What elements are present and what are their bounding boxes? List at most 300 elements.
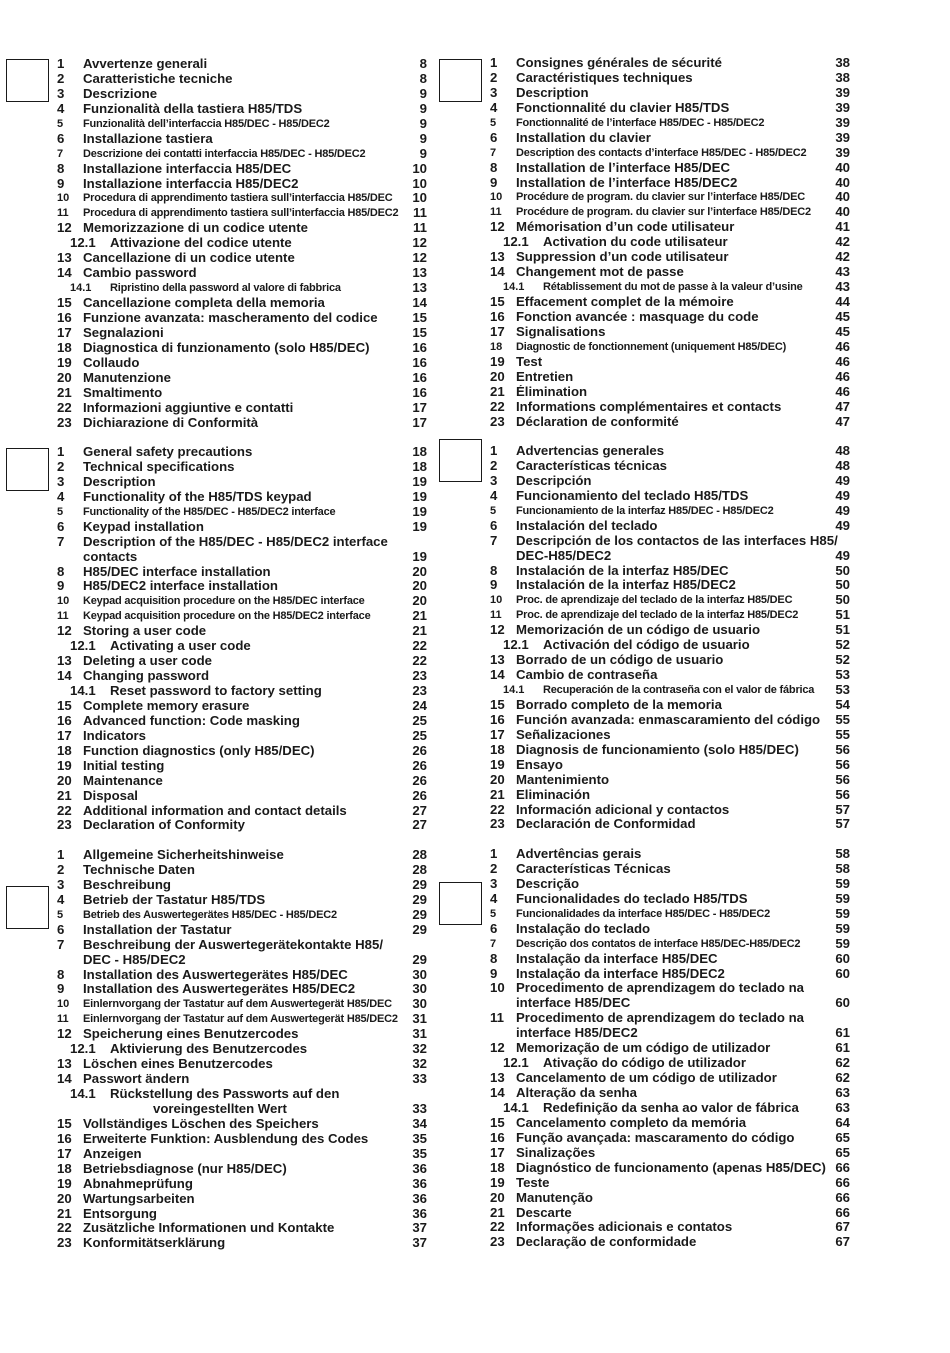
toc-entry-page: 49 xyxy=(826,504,850,519)
toc-entry xyxy=(490,578,850,593)
toc-entry-title: Segnalazioni xyxy=(83,325,164,340)
toc-entry-page: 30 xyxy=(403,997,427,1012)
toc-entry-number: 9 xyxy=(490,577,498,593)
toc-entry-page: 65 xyxy=(826,1146,850,1161)
toc-entry xyxy=(57,982,427,997)
toc-entry-page: 29 xyxy=(403,908,427,923)
toc-entry-page: 66 xyxy=(826,1191,850,1206)
toc-entry xyxy=(57,1132,427,1147)
toc-entry xyxy=(490,892,850,907)
toc-entry-title: Instalação do teclado xyxy=(516,921,651,936)
toc-entry-number: 6 xyxy=(490,517,498,533)
toc-entry xyxy=(490,1220,850,1235)
toc-entry xyxy=(57,460,427,475)
toc-entry-page: 26 xyxy=(403,789,427,804)
toc-entry-page: 55 xyxy=(826,713,850,728)
toc-entry-title: Função avançada: mascaramento do código xyxy=(516,1130,795,1145)
toc-entry-title: Descrição dos contatos de interface H85/DEC-H85/DEC2 xyxy=(516,937,801,950)
toc-entry-title: Mantenimiento xyxy=(516,772,610,787)
toc-entry-page: 66 xyxy=(826,1176,850,1191)
toc-entry-number: 22 xyxy=(57,399,72,415)
toc-entry-number: 22 xyxy=(57,1220,72,1236)
toc-entry xyxy=(57,386,427,401)
toc-entry-title: Rückstellung des Passworts auf den xyxy=(110,1087,340,1101)
toc-entry-number: 6 xyxy=(57,518,65,534)
toc-entry-title: Procedimento de aprendizagem do teclado na xyxy=(516,981,804,996)
toc-entry-number: 19 xyxy=(490,353,505,369)
toc-entry-page: 19 xyxy=(403,475,427,490)
toc-entry-page: 56 xyxy=(826,743,850,758)
toc-entry-number: 4 xyxy=(490,890,498,906)
toc-entry-page: 66 xyxy=(826,1161,850,1176)
toc-entry-page: 20 xyxy=(403,565,427,580)
toc-entry-title: Ensayo xyxy=(516,757,563,772)
toc-entry-page: 31 xyxy=(403,1012,427,1027)
toc-entry-title: Aktivierung des Benutzercodes xyxy=(110,1042,308,1057)
toc-entry-number: 20 xyxy=(490,771,505,787)
toc-entry-title: Alteração da senha xyxy=(516,1086,637,1100)
toc-entry-title: contacts xyxy=(83,549,138,564)
toc-entry xyxy=(490,847,850,862)
toc-entry xyxy=(57,206,427,221)
toc-entry-page: 27 xyxy=(403,818,427,833)
toc-entry-title: Funzionalità della tastiera H85/TDS xyxy=(83,101,303,116)
toc-entry xyxy=(57,535,427,550)
toc-entry-page: 32 xyxy=(403,1057,427,1072)
toc-entry-title: Signalisations xyxy=(516,324,606,339)
toc-entry-title: Déclaration de conformité xyxy=(516,414,679,429)
toc-entry-page: 39 xyxy=(826,131,850,146)
toc-entry xyxy=(490,1041,850,1056)
toc-entry-title: Fonctionnalité de l’interface H85/DEC - H85/DEC2 xyxy=(516,116,765,129)
toc-entry-number: 3 xyxy=(57,473,65,489)
toc-entry-page: 58 xyxy=(826,862,850,877)
toc-entry xyxy=(57,281,427,296)
toc-entry xyxy=(490,265,850,280)
toc-entry-title: Informações adicionais e contatos xyxy=(516,1220,733,1235)
toc-entry-title: Installazione interfaccia H85/DEC2 xyxy=(83,176,299,191)
toc-entry-title: Instalação da interface H85/DEC xyxy=(516,951,718,966)
toc-entry-title: Cancelamento de um código de utilizador xyxy=(516,1071,777,1086)
toc-entry-page: 10 xyxy=(403,191,427,206)
toc-entry-number: 12 xyxy=(490,622,505,638)
toc-entry-page: 46 xyxy=(826,340,850,355)
toc-entry-number: 13 xyxy=(57,250,72,266)
toc-entry-number: 5 xyxy=(490,504,497,517)
toc-entry xyxy=(490,385,850,400)
toc-entry-number: 5 xyxy=(57,908,64,921)
toc-entry-title: Passwort ändern xyxy=(83,1072,190,1087)
toc-entry xyxy=(490,131,850,146)
toc-entry-title: Einlernvorgang der Tastatur auf dem Auswertegerät H85/DEC2 xyxy=(83,1013,398,1026)
toc-entry xyxy=(57,1117,427,1132)
toc-entry-page: 61 xyxy=(826,1026,850,1041)
toc-entry-page: 48 xyxy=(826,444,850,459)
toc-entry-number: 10 xyxy=(57,998,70,1011)
toc-entry-number: 11 xyxy=(57,207,69,220)
toc-entry-number: 4 xyxy=(57,891,65,907)
toc-entry-number: 18 xyxy=(490,340,503,353)
toc-entry xyxy=(57,251,427,266)
toc-entry-page: 21 xyxy=(403,609,427,624)
toc-entry-page: 32 xyxy=(403,1042,427,1057)
toc-entry-page: 19 xyxy=(403,520,427,535)
toc-entry-title: Descripción de los contactos de las interfaces H85/ xyxy=(516,533,838,548)
toc-entry xyxy=(490,280,850,295)
toc-entry xyxy=(57,744,427,759)
toc-entry-page: 50 xyxy=(826,564,850,579)
toc-entry xyxy=(57,162,427,177)
toc-entry-number: 22 xyxy=(57,802,72,818)
toc-entry-number: 14 xyxy=(57,1071,72,1087)
toc-entry-title: Abnahmeprüfung xyxy=(83,1176,193,1191)
toc-entry-page: 41 xyxy=(826,220,850,235)
toc-entry xyxy=(490,205,850,220)
toc-entry-title: Manutenzione xyxy=(83,370,171,385)
toc-entry-page: 22 xyxy=(403,639,427,654)
toc-entry-page: 55 xyxy=(826,728,850,743)
toc-entry-number: 20 xyxy=(57,1190,72,1206)
toc-entry-page: 23 xyxy=(403,684,427,699)
toc-entry xyxy=(57,371,427,386)
toc-entry-title: Dichiarazione di Conformità xyxy=(83,415,259,430)
toc-entry-number: 17 xyxy=(490,323,505,339)
toc-entry xyxy=(490,1161,850,1176)
toc-entry-title: Borrado completo de la memoria xyxy=(516,697,722,712)
toc-entry-page: 9 xyxy=(403,102,427,117)
toc-entry xyxy=(57,1236,427,1251)
toc-entry-title: Löschen eines Benutzercodes xyxy=(83,1057,273,1072)
toc-entry-title: Betrieb des Auswertegerätes H85/DEC - H85/DEC2 xyxy=(83,908,337,921)
toc-entry-title: Diagnosis de funcionamiento (solo H85/DEC) xyxy=(516,742,799,757)
toc-entry xyxy=(57,326,427,341)
toc-entry-number: 4 xyxy=(490,99,498,115)
toc-entry xyxy=(490,400,850,415)
toc-entry-title: Einlernvorgang der Tastatur auf dem Auswertegerät H85/DEC xyxy=(83,998,392,1011)
toc-entry-page: 25 xyxy=(403,729,427,744)
toc-entry-number: 5 xyxy=(57,505,64,518)
toc-entry-page: 57 xyxy=(826,817,850,832)
toc-entry xyxy=(57,699,427,714)
toc-entry xyxy=(490,638,850,653)
toc-entry xyxy=(57,878,427,893)
toc-entry-title: H85/DEC interface installation xyxy=(83,564,271,579)
toc-entry xyxy=(57,1147,427,1162)
toc-entry-number: 15 xyxy=(57,697,72,713)
toc-entry xyxy=(490,355,850,370)
toc-entry-title: Installation der Tastatur xyxy=(83,922,232,937)
toc-entry-title: Advertências gerais xyxy=(516,847,642,861)
toc-entry xyxy=(490,1026,850,1041)
toc-entry xyxy=(57,624,427,639)
toc-entry-title: Declaração de conformidade xyxy=(516,1235,697,1250)
toc-entry-number: 16 xyxy=(490,308,505,324)
toc-entry-title: Proc. de aprendizaje del teclado de la interfaz H85/DEC2 xyxy=(516,609,799,622)
toc-entry-title: Cancellazione completa della memoria xyxy=(83,296,325,310)
toc-entry-title: Activating a user code xyxy=(110,639,251,654)
toc-entry xyxy=(490,176,850,191)
toc-entry-number: 13 xyxy=(490,249,505,265)
toc-entry-number: 13 xyxy=(490,652,505,668)
toc-entry-title: interface H85/DEC xyxy=(516,996,631,1011)
toc-entry-page: 42 xyxy=(826,235,850,250)
toc-entry-page: 45 xyxy=(826,325,850,340)
toc-entry-title: Descrição xyxy=(516,876,580,891)
toc-entry xyxy=(490,549,850,564)
toc-entry-title: H85/DEC2 interface installation xyxy=(83,579,278,594)
toc-entry xyxy=(490,564,850,579)
toc-entry-title: Avvertenze generali xyxy=(83,57,208,71)
toc-italian xyxy=(57,57,427,430)
toc-entry xyxy=(57,848,427,863)
toc-entry-number: 22 xyxy=(490,801,505,817)
toc-entry-number: 23 xyxy=(57,817,72,833)
toc-entry-page: 66 xyxy=(826,1206,850,1221)
toc-entry-title: Ativação do código de utilizador xyxy=(543,1056,746,1071)
toc-entry-title: Deleting a user code xyxy=(83,654,212,669)
toc-entry-page: 49 xyxy=(826,474,850,489)
toc-entry-page: 35 xyxy=(403,1147,427,1162)
toc-entry-page: 12 xyxy=(403,251,427,266)
toc-entry xyxy=(490,459,850,474)
toc-entry-page: 42 xyxy=(826,250,850,265)
toc-entry-title: Additional information and contact details xyxy=(83,803,347,818)
toc-entry xyxy=(490,295,850,310)
toc-entry-page: 8 xyxy=(403,72,427,87)
toc-entry-page: 64 xyxy=(826,1116,850,1131)
toc-entry-page: 13 xyxy=(403,266,427,281)
toc-entry-title: Entretien xyxy=(516,369,574,384)
toc-entry-title: Fonctionnalité du clavier H85/TDS xyxy=(516,100,730,115)
toc-entry-title: Allgemeine Sicherheitshinweise xyxy=(83,848,284,862)
toc-entry-page: 20 xyxy=(403,594,427,609)
toc-entry-page: 38 xyxy=(826,71,850,86)
toc-entry-page: 8 xyxy=(403,57,427,72)
toc-entry-title: Descrizione dei contatti interfaccia H85/DEC - H85/DEC2 xyxy=(83,147,366,160)
toc-entry-number: 12 xyxy=(490,1040,505,1056)
toc-entry-number: 16 xyxy=(57,1130,72,1146)
toc-entry-number: 6 xyxy=(490,920,498,936)
toc-entry-title: Description xyxy=(83,474,156,489)
toc-entry-page: 52 xyxy=(826,653,850,668)
toc-entry xyxy=(490,56,850,71)
toc-entry-title: Betrieb der Tastatur H85/TDS xyxy=(83,892,266,907)
toc-entry-page: 17 xyxy=(403,401,427,416)
toc-entry-title: Wartungsarbeiten xyxy=(83,1191,195,1206)
toc-entry-number: 20 xyxy=(57,369,72,385)
toc-entry-title: Beschreibung xyxy=(83,877,171,892)
toc-entry-number: 1 xyxy=(490,55,498,70)
toc-entry xyxy=(57,1012,427,1027)
toc-entry xyxy=(490,653,850,668)
toc-entry-number: 7 xyxy=(490,532,498,548)
toc-entry-number: 12 xyxy=(57,1026,72,1042)
toc-entry xyxy=(490,415,850,430)
toc-entry-title: Descarte xyxy=(516,1205,572,1220)
toc-entry-title: Informations complémentaires et contacts xyxy=(516,399,782,414)
toc-entry-page: 18 xyxy=(403,460,427,475)
toc-entry-number: 11 xyxy=(57,610,69,623)
toc-entry xyxy=(57,997,427,1012)
toc-entry xyxy=(490,698,850,713)
toc-entry xyxy=(490,474,850,489)
toc-entry-title: Smaltimento xyxy=(83,385,163,400)
toc-entry-number: 13 xyxy=(490,1070,505,1086)
toc-entry-title: Procédure de program. du clavier sur l’interface H85/DEC xyxy=(516,191,805,204)
toc-entry-title: Procedura di apprendimento tastiera sull’interfaccia H85/DEC xyxy=(83,192,393,205)
toc-entry-number: 9 xyxy=(57,578,65,594)
flag-box-italian xyxy=(6,59,49,102)
toc-entry xyxy=(57,475,427,490)
toc-entry-page: 19 xyxy=(403,490,427,505)
toc-entry xyxy=(490,190,850,205)
toc-entry-page: 40 xyxy=(826,190,850,205)
toc-entry-title: Informazioni aggiuntive e contatti xyxy=(83,400,294,415)
toc-entry-number: 21 xyxy=(57,384,72,400)
toc-entry-number: 15 xyxy=(490,294,505,309)
toc-entry xyxy=(57,863,427,878)
toc-entry-title: Technische Daten xyxy=(83,862,195,877)
toc-entry xyxy=(57,1027,427,1042)
toc-entry-number: 8 xyxy=(490,562,498,578)
toc-entry xyxy=(57,893,427,908)
toc-entry xyxy=(490,116,850,131)
toc-entry-title: Memorização de um código de utilizador xyxy=(516,1041,771,1056)
toc-entry-number: 14.1 xyxy=(503,1099,529,1115)
toc-entry-title: DEC-H85/DEC2 xyxy=(516,548,612,563)
toc-entry-title: Diagnóstico de funcionamento (apenas H85/DEC) xyxy=(516,1160,826,1175)
toc-entry-number: 13 xyxy=(57,653,72,669)
toc-entry xyxy=(490,593,850,608)
toc-entry xyxy=(57,729,427,744)
toc-entry-page: 12 xyxy=(403,236,427,251)
flag-box-german xyxy=(6,886,49,929)
toc-entry xyxy=(490,504,850,519)
toc-entry-number: 23 xyxy=(490,816,505,832)
toc-entry-page: 61 xyxy=(826,1041,850,1056)
toc-entry xyxy=(57,774,427,789)
toc-french xyxy=(490,56,850,429)
toc-entry-number: 12 xyxy=(57,623,72,639)
toc-entry-number: 3 xyxy=(490,875,498,891)
toc-entry-title: Cambio password xyxy=(83,266,197,281)
toc-entry-number: 14 xyxy=(57,668,72,684)
toc-entry-title: Keypad acquisition procedure on the H85/DEC interface xyxy=(83,595,365,608)
toc-entry-title: Instalación de la interfaz H85/DEC2 xyxy=(516,578,736,593)
toc-entry-page: 59 xyxy=(826,892,850,907)
toc-entry-title: Élimination xyxy=(516,384,588,399)
toc-entry-number: 19 xyxy=(57,757,72,773)
toc-entry-page: 9 xyxy=(403,87,427,102)
toc-entry xyxy=(490,310,850,325)
toc-entry xyxy=(490,235,850,250)
toc-entry xyxy=(57,565,427,580)
toc-entry-page: 11 xyxy=(403,221,427,236)
toc-entry-number: 22 xyxy=(490,1219,505,1235)
toc-entry xyxy=(490,340,850,355)
toc-entry xyxy=(57,923,427,938)
toc-entry xyxy=(57,1072,427,1087)
toc-entry xyxy=(57,356,427,371)
toc-entry-title: Caractéristiques techniques xyxy=(516,70,693,85)
toc-entry-number: 23 xyxy=(57,414,72,430)
flag-box-portuguese xyxy=(439,882,482,925)
toc-entry xyxy=(57,505,427,520)
toc-entry xyxy=(490,86,850,101)
toc-entry-title: Manutenção xyxy=(516,1190,593,1205)
toc-entry-number: 8 xyxy=(57,966,65,982)
toc-entry-page: 40 xyxy=(826,176,850,191)
toc-entry-number: 15 xyxy=(57,1115,72,1131)
toc-entry-page: 14 xyxy=(403,296,427,311)
toc-entry-page: 37 xyxy=(403,1221,427,1236)
toc-entry-number: 10 xyxy=(490,980,505,996)
toc-entry xyxy=(57,818,427,833)
toc-entry xyxy=(490,1071,850,1086)
toc-entry-number: 17 xyxy=(57,324,72,340)
toc-entry-number: 21 xyxy=(57,787,72,803)
toc-entry-page: 24 xyxy=(403,699,427,714)
toc-entry xyxy=(57,266,427,281)
toc-entry-page: 49 xyxy=(826,519,850,534)
toc-entry-number: 23 xyxy=(57,1235,72,1251)
toc-entry-title: Funzionalità dell’interfaccia H85/DEC - H85/DEC2 xyxy=(83,117,330,130)
toc-entry-page: 39 xyxy=(826,146,850,161)
toc-entry xyxy=(490,1056,850,1071)
toc-entry-page: 21 xyxy=(403,624,427,639)
toc-entry-page: 38 xyxy=(826,56,850,71)
toc-entry xyxy=(57,520,427,535)
toc-entry xyxy=(490,773,850,788)
toc-entry-number: 14.1 xyxy=(503,684,525,696)
toc-entry-number: 16 xyxy=(490,711,505,727)
toc-entry xyxy=(57,341,427,356)
toc-entry-title: Anzeigen xyxy=(83,1146,142,1161)
toc-entry xyxy=(57,445,427,460)
toc-entry-title: Teste xyxy=(516,1175,550,1190)
toc-entry-page: 53 xyxy=(826,683,850,698)
toc-entry-title: Advertencias generales xyxy=(516,444,665,458)
toc-entry-title: Betriebsdiagnose (nur H85/DEC) xyxy=(83,1161,287,1176)
toc-entry xyxy=(490,370,850,385)
toc-entry-title: Instalación de la interfaz H85/DEC xyxy=(516,563,729,578)
toc-entry-title: Borrado de un código de usuario xyxy=(516,653,724,668)
toc-entry-page: 29 xyxy=(403,878,427,893)
toc-entry-title: Description des contacts d’interface H85/DEC - H85/DEC2 xyxy=(516,146,807,159)
toc-entry xyxy=(57,236,427,251)
toc-entry xyxy=(490,788,850,803)
toc-entry xyxy=(57,804,427,819)
toc-entry-number: 14 xyxy=(490,1085,505,1100)
toc-entry-page: 28 xyxy=(403,848,427,863)
toc-entry-page: 49 xyxy=(826,489,850,504)
toc-entry-title: Instalação da interface H85/DEC2 xyxy=(516,966,725,981)
toc-entry xyxy=(57,1102,427,1117)
toc-english xyxy=(57,445,427,833)
toc-entry-number: 18 xyxy=(57,339,72,355)
toc-entry-page: 19 xyxy=(403,505,427,520)
toc-entry xyxy=(57,1057,427,1072)
toc-entry-number: 14 xyxy=(57,265,72,281)
toc-entry-number: 6 xyxy=(57,130,65,146)
toc-entry-page: 13 xyxy=(403,281,427,296)
toc-entry-title: Descrizione xyxy=(83,86,158,101)
toc-entry xyxy=(490,1116,850,1131)
toc-entry xyxy=(490,758,850,773)
toc-entry xyxy=(57,72,427,87)
toc-entry-page: 56 xyxy=(826,758,850,773)
toc-entry xyxy=(57,669,427,684)
